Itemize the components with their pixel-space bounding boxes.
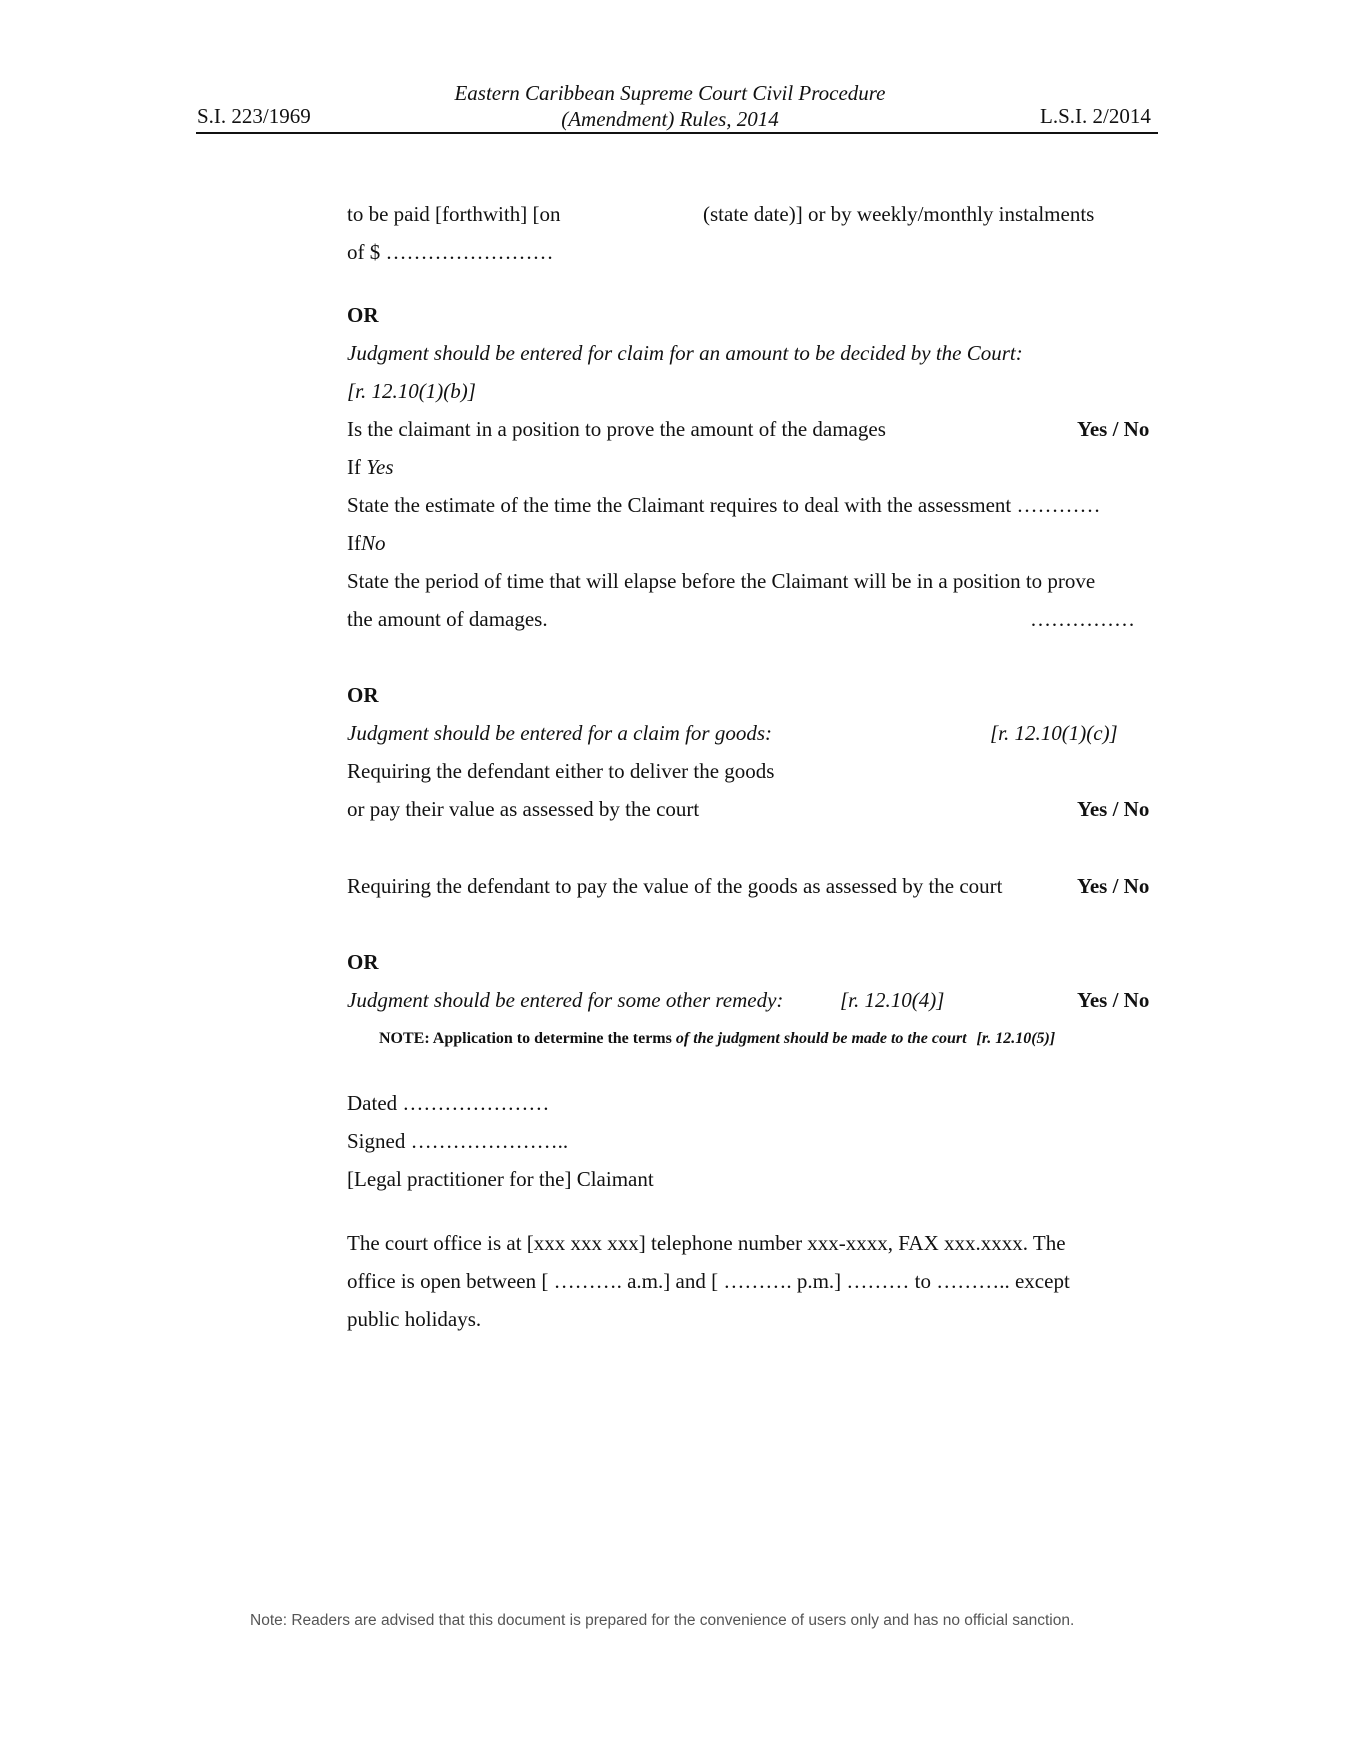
section-b-heading: Judgment should be entered for claim for an amount to be decided by the Court: [347, 341, 1023, 365]
goods-option1-line2: or pay their value as assessed by the court [347, 797, 700, 821]
no-period-dots: …………… [1030, 607, 1135, 631]
if-no-prefix: If [347, 531, 361, 555]
note-rule-ref: [r. 12.10(5)] [976, 1030, 1056, 1047]
section-b-yes-no: Yes / No [1077, 417, 1150, 441]
payment-line1-end: (state date)] or by weekly/monthly instalments [703, 202, 1095, 226]
header-right-ref: L.S.I. 2/2014 [1040, 104, 1151, 128]
signed-line: Signed ………………….. [347, 1129, 569, 1153]
dated-line: Dated ………………… [347, 1091, 550, 1115]
court-office-line1: The court office is at [xxx xxx xxx] telephone number xxx-xxxx, FAX xxx.xxxx. The [347, 1231, 1066, 1255]
goods-option1-yes-no: Yes / No [1077, 797, 1150, 821]
note-bold-text: NOTE: Application to determine the terms [379, 1030, 672, 1047]
if-yes-word: Yes [366, 455, 394, 479]
court-office-line3: public holidays. [347, 1307, 482, 1331]
goods-option2: Requiring the defendant to pay the value of the goods as assessed by the court [347, 874, 1003, 898]
header-title [400, 80, 940, 132]
header-title-line2: (Amendment) Rules, 2014 [561, 107, 779, 131]
header-title-line1: Eastern Caribbean Supreme Court Civil Procedure [454, 81, 886, 105]
goods-option1-line1: Requiring the defendant either to deliver the goods [347, 759, 775, 783]
header-left-ref: S.I. 223/1969 [197, 104, 311, 128]
if-no-label [347, 531, 386, 556]
if-no-word: No [361, 531, 386, 555]
note-italic-text: of the judgment should be made to the court [675, 1030, 967, 1047]
section-d-yes-no: Yes / No [1077, 988, 1150, 1012]
or-heading-3: OR [347, 950, 379, 974]
section-c-rule-ref: [r. 12.10(1)(c)] [990, 721, 1118, 745]
payment-line2: of $ …………………… [347, 240, 554, 264]
if-yes-label [347, 455, 394, 480]
section-c-heading: Judgment should be entered for a claim for goods: [347, 721, 772, 745]
claimant-line: [Legal practitioner for the] Claimant [347, 1167, 654, 1191]
court-office-line2: office is open between [ ………. a.m.] and [ ………. p.m.] ……… to ……….. except [347, 1269, 1070, 1293]
header-rule [196, 132, 1158, 134]
or-heading-2: OR [347, 683, 379, 707]
no-period-line1: State the period of time that will elapse before the Claimant will be in a position to prove [347, 569, 1096, 593]
if-yes-prefix: If [347, 455, 361, 479]
section-d-rule-ref: [r. 12.10(4)] [840, 988, 945, 1012]
payment-line1-start: to be paid [forthwith] [on [347, 202, 561, 226]
section-d-heading: Judgment should be entered for some other remedy: [347, 988, 784, 1012]
section-b-rule-ref: [r. 12.10(1)(b)] [347, 379, 476, 403]
yes-estimate-text: State the estimate of the time the Claimant requires to deal with the assessment ………… [347, 493, 1101, 517]
section-b-question: Is the claimant in a position to prove the amount of the damages [347, 417, 886, 441]
footer-note: Note: Readers are advised that this document is prepared for the convenience of users only and has no official sanction. [250, 1612, 1075, 1629]
no-period-line2: the amount of damages. [347, 607, 548, 631]
goods-option2-yes-no: Yes / No [1077, 874, 1150, 898]
or-heading-1: OR [347, 303, 379, 327]
section-d-note [379, 1030, 1055, 1048]
